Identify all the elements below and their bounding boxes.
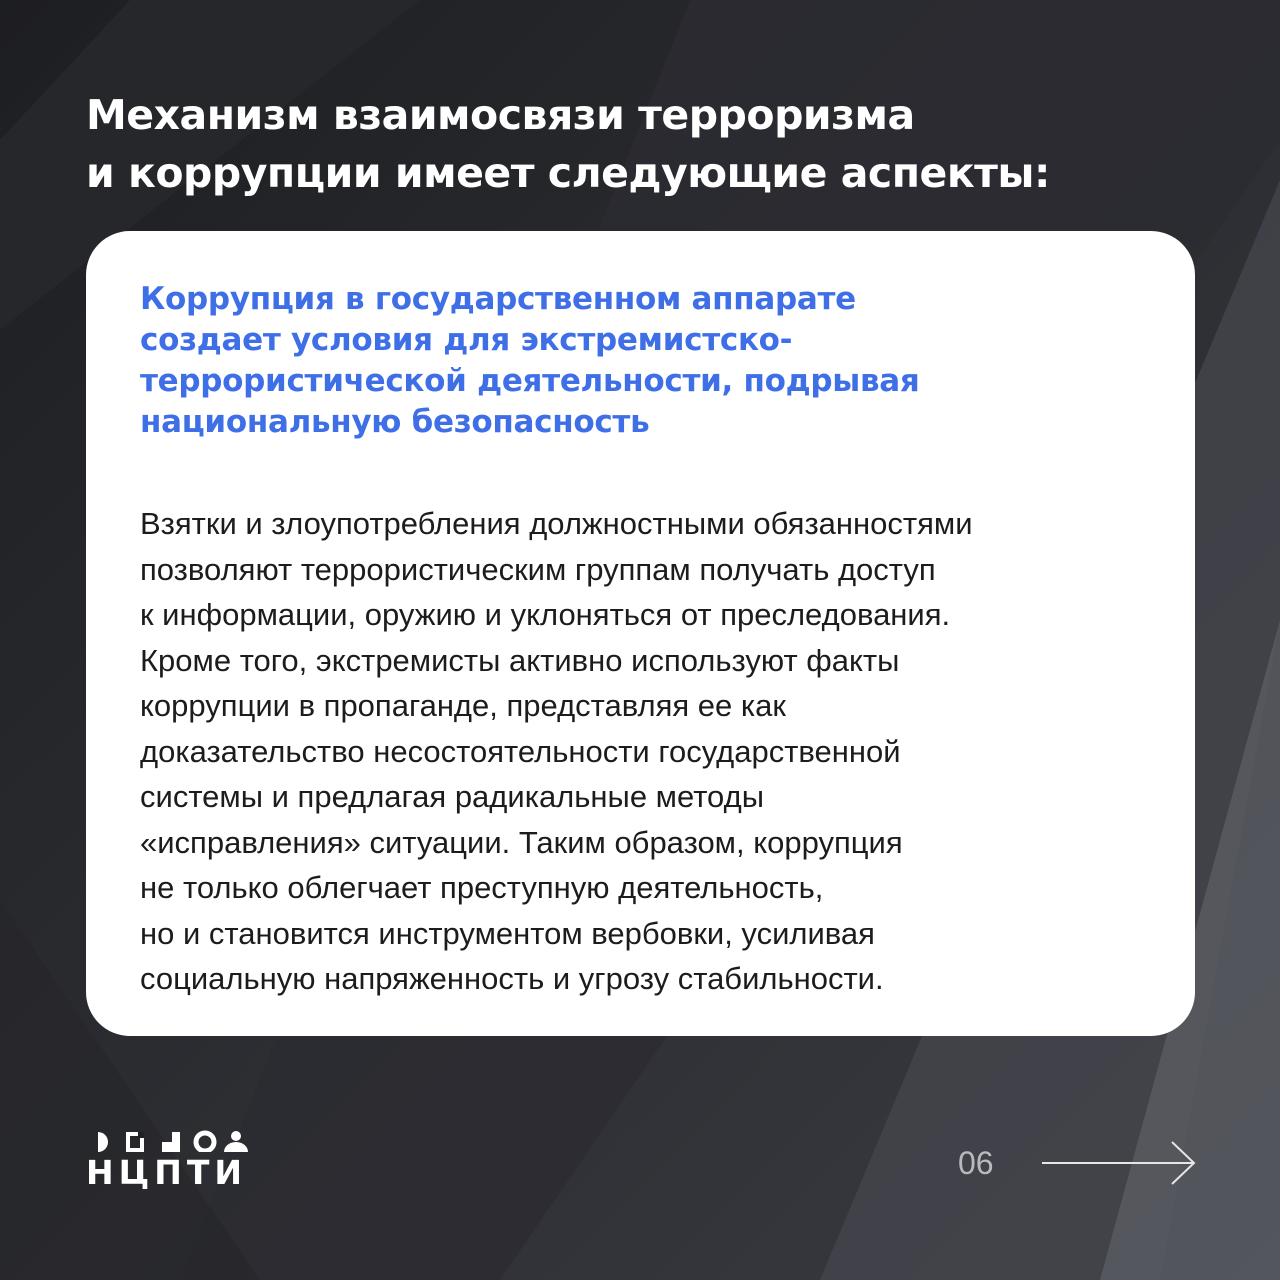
card-heading-line: создает условия для экстремистско-	[140, 322, 793, 358]
card-heading-line: Коррупция в государственном аппарате	[140, 281, 856, 317]
card-body-line: коррупции в пропаганде, представляя ее как	[140, 688, 786, 723]
nctpi-logo	[86, 1130, 251, 1192]
card-body-line: Взятки и злоупотребления должностными обязанностями	[140, 506, 973, 541]
page-title	[86, 86, 1196, 202]
card-heading-line: национальную безопасность	[140, 404, 650, 440]
card-body-line: не только облегчает преступную деятельность,	[140, 870, 824, 905]
card-body-line: доказательство несостоятельности государственной	[140, 733, 901, 769]
card-body-line: к информации, оружию и уклоняться от преследования.	[140, 597, 951, 632]
logo-text: НЦПТИ	[86, 1153, 247, 1192]
page-number: 06	[958, 1145, 994, 1181]
content-card	[86, 231, 1195, 1036]
title-line: Механизм взаимосвязи терроризма	[86, 91, 915, 139]
arrow-right-icon[interactable]	[1040, 1138, 1200, 1188]
card-body-text	[140, 501, 1150, 1002]
card-body-line: «исправления» ситуации. Таким образом, коррупция	[140, 824, 903, 860]
card-body-line: системы и предлагая радикальные методы	[140, 779, 764, 814]
card-body-line: позволяют террористическим группам получать доступ	[140, 551, 936, 587]
title-line: и коррупции имеет следующие аспекты:	[86, 149, 1050, 197]
card-body-line: Кроме того, экстремисты активно используют факты	[140, 642, 900, 678]
card-heading	[140, 279, 1150, 443]
card-body-line: но и становится инструментом вербовки, усиливая	[140, 915, 875, 951]
logo-shapes-icon	[86, 1130, 251, 1152]
card-body-line: социальную напряженность и угрозу стабильности.	[140, 961, 884, 996]
card-heading-line: террористической деятельности, подрывая	[140, 363, 920, 399]
